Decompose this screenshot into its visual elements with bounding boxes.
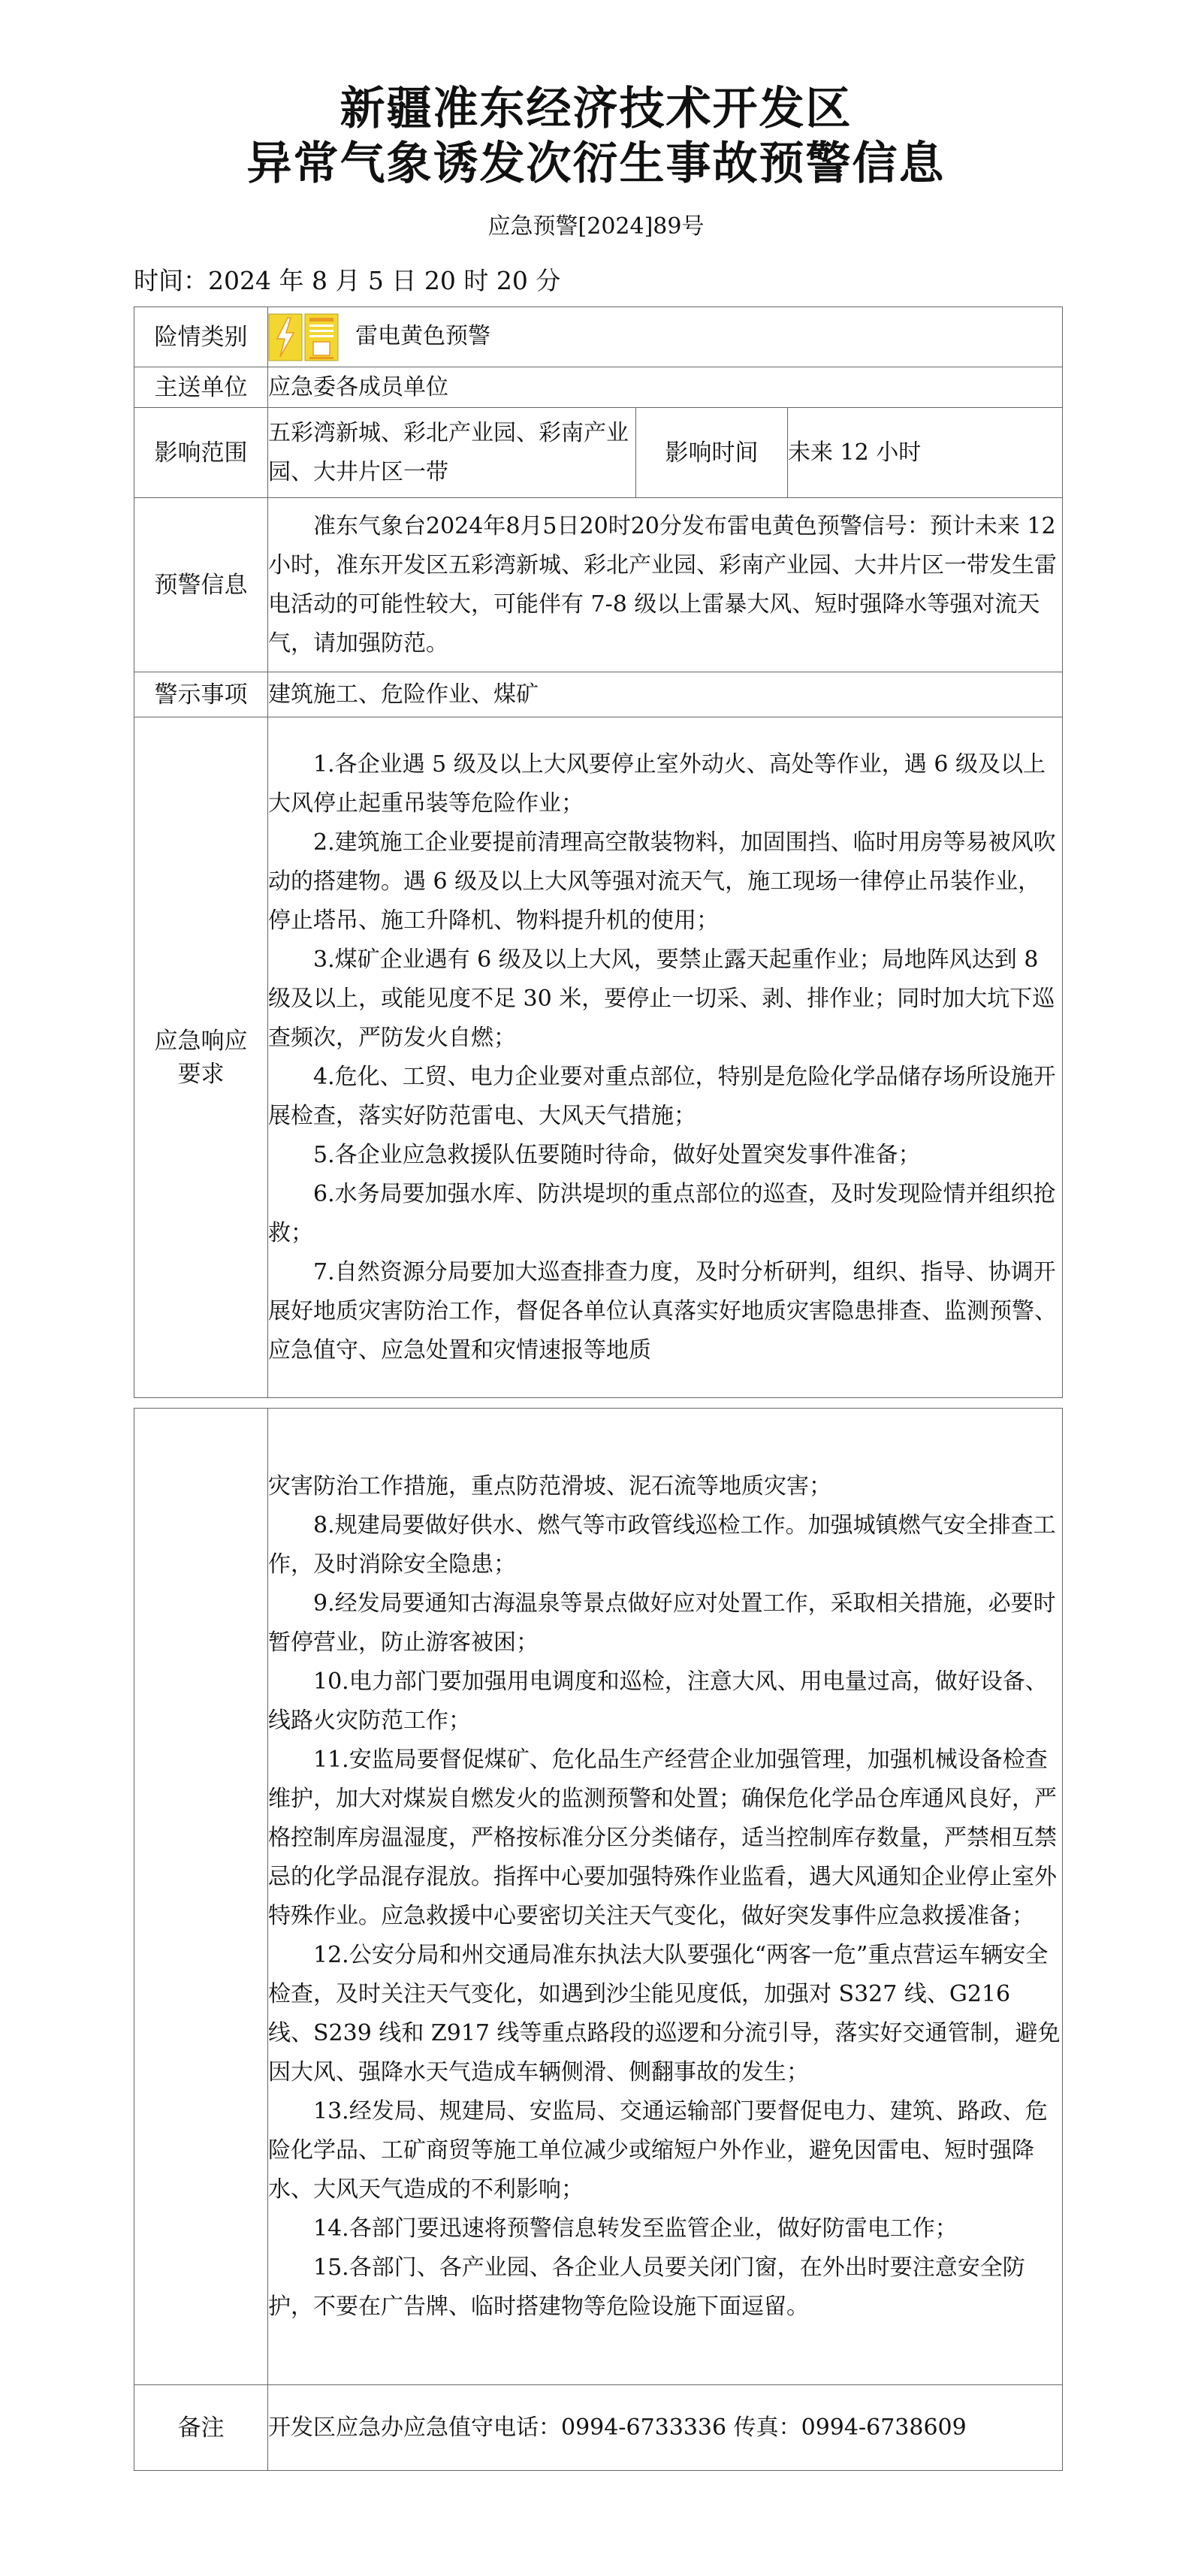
response-item: 4.危化、工贸、电力企业要对重点部位，特别是危险化学品储存场所设施开展检查，落实好防范雷电、大风天气措施； <box>268 1063 1056 1129</box>
sender-label: 主送单位 <box>134 367 268 408</box>
remarks-label: 备注 <box>134 2385 268 2471</box>
row-sender <box>134 367 1063 408</box>
row-response-continued <box>134 1409 1063 2385</box>
document-title-line2: 异常气象诱发次衍生事故预警信息 <box>246 137 946 190</box>
response-item: 13.经发局、规建局、安监局、交通运输部门要督促电力、建筑、路政、危险化学品、工矿商贸等施工单位减少或缩短户外作业，避免因雷电、短时强降水、大风天气造成的不利影响； <box>268 2097 1048 2203</box>
sender-value: 应急委各成员单位 <box>268 367 1063 408</box>
notice-label: 警示事项 <box>134 672 268 717</box>
info-label: 预警信息 <box>134 498 268 672</box>
row-info <box>134 498 1063 672</box>
response-cell-continued <box>268 1409 1063 2385</box>
response-continued-text: 灾害防治工作措施，重点防范滑坡、泥石流等地质灾害； <box>268 1472 831 1499</box>
duration-label: 影响时间 <box>636 408 788 498</box>
remarks-value: 开发区应急办应急值守电话：0994-6733336 传真：0994-6738609 <box>268 2385 1063 2471</box>
document-title-line1: 新疆准东经济技术开发区 <box>339 83 853 135</box>
response-label-line2: 要求 <box>177 1060 225 1088</box>
warning-table <box>134 307 1063 1398</box>
response-item: 8.规建局要做好供水、燃气等市政管线巡检工作。加强城镇燃气安全排查工作，及时消除安全隐患； <box>268 1511 1056 1578</box>
info-value: 准东气象台2024年8月5日20时20分发布雷电黄色预警信号：预计未来 12 小时，准东开发区五彩湾新城、彩北产业园、彩南产业园、大井片区一带发生雷电活动的可能性较大，可能伴有 7-8 级以上雷暴大风、短时强降水等强对流天气，请加强防范。 <box>268 512 1057 657</box>
scope-label: 影响范围 <box>134 408 268 498</box>
category-label: 险情类别 <box>134 307 268 367</box>
response-item: 14.各部门要迅速将预警信息转发至监管企业，做好防雷电工作； <box>313 2215 958 2242</box>
response-item: 6.水务局要加强水库、防洪堤坝的重点部位的巡查，及时发现险情并组织抢救； <box>268 1180 1056 1246</box>
document-number: 应急预警[2024]89号 <box>487 213 705 240</box>
row-remarks <box>134 2385 1063 2471</box>
notice-value: 建筑施工、危险作业、煤矿 <box>268 672 1063 717</box>
category-cell <box>268 307 1063 367</box>
scope-value: 五彩湾新城、彩北产业园、彩南产业园、大井片区一带 <box>268 408 636 498</box>
thunder-yellow-warning-icon <box>268 313 339 361</box>
response-item: 5.各企业应急救援队伍要随时待命，做好处置突发事件准备； <box>313 1141 921 1168</box>
category-value: 雷电黄色预警 <box>355 322 490 349</box>
response-item: 12.公安分局和州交通局准东执法大队要强化“两客一危”重点营运车辆安全检查，及时关注天气变化，如遇到沙尘能见度低，加强对 S327 线、G216 线、S239 线和 Z917 线等重点路段的巡逻和分流引导，落实好交通管制，避免因大风、强降水天气造成车辆侧滑、侧翻事故的发生； <box>268 1941 1061 2085</box>
row-category <box>134 307 1063 367</box>
response-item: 7.自然资源分局要加大巡查排查力度，及时分析研判，组织、指导、协调开展好地质灾害防治工作，督促各单位认真落实好地质灾害隐患排查、监测预警、应急值守、应急处置和灾情速报等地质 <box>268 1258 1057 1363</box>
response-cell <box>268 717 1063 1398</box>
response-item: 11.安监局要督促煤矿、危化品生产经营企业加强管理，加强机械设备检查维护，加大对煤炭自燃发火的监测预警和处置；确保危化学品仓库通风良好，严格控制库房温湿度，严格按标准分区分类储存，适当控制库存数量，严禁相互禁忌的化学品混存混放。指挥中心要加强特殊作业监看，遇大风通知企业停止室外特殊作业。应急救援中心要密切关注天气变化，做好突发事件应急救援准备； <box>268 1746 1057 1929</box>
response-item: 3.煤矿企业遇有 6 级及以上大风，要禁止露天起重作业；局地阵风达到 8 级及以上，或能见度不足 30 米，要停止一切采、剥、排作业；同时加大坑下巡查频次，严防发火自燃； <box>268 946 1055 1051</box>
row-response <box>134 717 1063 1398</box>
row-notice <box>134 672 1063 717</box>
row-scope <box>134 408 1063 498</box>
response-label <box>134 717 268 1398</box>
response-item: 10.电力部门要加强用电调度和巡检，注意大风、用电量过高，做好设备、线路火灾防范工作； <box>268 1668 1048 1734</box>
warning-table-continued <box>134 1408 1063 2471</box>
response-item: 9.经发局要通知古海温泉等景点做好应对处置工作，采取相关措施，必要时暂停营业，防止游客被困； <box>268 1590 1056 1656</box>
duration-value: 未来 12 小时 <box>788 408 1063 498</box>
response-label-empty <box>134 1409 268 2385</box>
response-item: 15.各部门、各产业园、各企业人员要关闭门窗，在外出时要注意安全防护，不要在广告牌、临时搭建物等危险设施下面逗留。 <box>268 2254 1025 2320</box>
response-label-line1: 应急响应 <box>154 1027 248 1055</box>
response-item: 2.建筑施工企业要提前清理高空散装物料，加固围挡、临时用房等易被风吹动的搭建物。遇 6 级及以上大风等强对流天气，施工现场一律停止吊装作业，停止塔吊、施工升降机、物料提升机的使用； <box>268 829 1056 934</box>
info-cell <box>268 498 1063 672</box>
response-item: 1.各企业遇 5 级及以上大风要停止室外动火、高处等作业，遇 6 级及以上大风停止起重吊装等危险作业； <box>268 750 1046 817</box>
issue-time: 时间：2024 年 8 月 5 日 20 时 20 分 <box>134 266 561 295</box>
